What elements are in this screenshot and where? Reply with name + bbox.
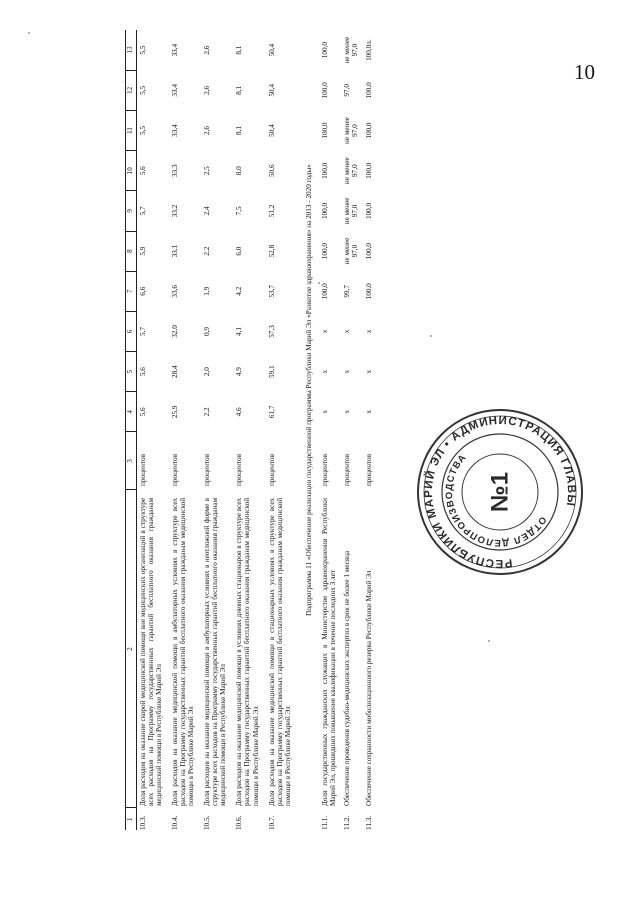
column-header: 10 (126, 151, 137, 191)
value-cell: 8,1 (235, 45, 244, 55)
indicator-name: Доля расходов на оказание медицинской помощи в стационарных условиях в структуре всех расходов на Программу государственных гарантий бесплатного оказания гражданам медицинской помощи в Республике Марий Эл (267, 497, 292, 806)
value-cell: 7,5 (235, 206, 244, 216)
value-cell: x (342, 410, 351, 414)
indicator-name: Доля расходов на оказание скорой медицинской помощи вне медицинских организаций в структуре всех расходов на Программу государственных гарантий бесплатного оказания гражданам медицинской помощи в Республике Марий Эл (138, 497, 163, 806)
value-cell: x (365, 410, 374, 414)
unit: процентов (235, 454, 244, 486)
value-cell: 100,0 (320, 122, 329, 139)
value-cell: не менее 97,0 (342, 157, 360, 185)
value-cell: 100,0 (365, 243, 374, 260)
column-header: 3 (126, 432, 137, 490)
column-header: 4 (126, 392, 137, 432)
row-number: 10.4. (171, 815, 180, 830)
indicator-name: Доля расходов на оказание медицинской помощи в условиях дневных стационаров в структуре всех расходов на Программу государственных гарантий бесплатного оказания гражданам медицинской помощи в Республике Марий Эл (235, 497, 260, 806)
value-cell: не менее 97,0 (342, 237, 360, 265)
column-header: 5 (126, 352, 137, 392)
unit: процентов (203, 454, 212, 486)
value-cell: 100,0л. (365, 39, 374, 61)
value-cell: не менее 97,0 (342, 197, 360, 225)
unit: процентов (171, 454, 180, 486)
value-cell: x (320, 329, 329, 334)
scan-speck (430, 335, 432, 337)
scan-speck (28, 32, 30, 34)
value-cell: 6,0 (235, 246, 244, 256)
stamp-seal (413, 405, 587, 579)
value-cell: 100,0 (365, 122, 374, 139)
row-number: 10.5. (203, 815, 212, 830)
value-cell: x (320, 369, 329, 374)
value-cell: 52,8 (267, 244, 276, 258)
official-stamp (413, 405, 587, 579)
row-number: 11.2. (342, 815, 351, 830)
subprogram-heading-row (298, 30, 319, 830)
column-header: 11 (126, 110, 137, 150)
value-cell: 4,1 (235, 327, 244, 336)
unit: процентов (267, 454, 276, 486)
indicator-name: Доля расходов на оказание медицинской помощи в амбулаторных условиях в неотложной форме в структуре всех расходов на Программу государственных гарантий бесплатного оказания гражданам медицинской помощи в Республике Марий Эл (203, 497, 228, 806)
value-cell: 5,6 (138, 407, 147, 417)
value-cell: 4,6 (235, 407, 244, 417)
indicator-name: Обеспечение сохранности мобилизационного резерва Республики Марий Эл (365, 570, 374, 806)
page-number: 10 (574, 60, 595, 84)
row-number: 11.1. (320, 815, 329, 830)
value-cell: 2,0 (203, 367, 212, 377)
value-cell: 59,1 (267, 365, 276, 378)
column-header: 6 (126, 311, 137, 351)
unit: процентов (365, 454, 374, 486)
value-cell: не менее 97,0 (342, 117, 360, 144)
value-cell: x (320, 410, 329, 414)
subprogram-title: Подпрограмма 11 «Обеспечение реализации государственной программы Республики Марий Эл «Развитие здравоохранения» на 2013 - 2020 годы» (304, 164, 313, 616)
column-header: 9 (126, 191, 137, 231)
column-header: 1 (126, 808, 137, 830)
value-cell: 8,1 (235, 85, 244, 95)
row-number: 10.3. (138, 815, 147, 830)
column-header: 7 (126, 271, 137, 311)
header-row (126, 30, 137, 830)
row-number: 11.3. (365, 815, 374, 830)
value-cell: 50,4 (267, 43, 276, 57)
value-cell: x (365, 329, 374, 334)
value-cell: x (365, 369, 374, 374)
value-cell: 33,6 (171, 285, 180, 298)
value-cell: 2,6 (203, 85, 212, 95)
value-cell: 100,0 (365, 82, 374, 99)
value-cell: 5,7 (138, 327, 147, 336)
value-cell: 0,9 (203, 327, 212, 336)
value-cell: 99,7 (342, 285, 351, 298)
value-cell: 100,0 (320, 283, 329, 300)
column-header: 8 (126, 231, 137, 271)
scan-speck (318, 282, 320, 284)
value-cell: 5,6 (138, 166, 147, 176)
value-cell: 8,0 (235, 166, 244, 176)
indicator-name: Доля государственных гражданских служащих в Министерстве здравоохранения Республики Марий Эл, прошедших повышение квалификации в течение последних 3 лет (320, 497, 337, 806)
value-cell: 100,0 (365, 283, 374, 300)
value-cell: 32,0 (171, 325, 180, 338)
row-number: 10.6. (235, 815, 244, 830)
value-cell: 100,0 (320, 42, 329, 59)
value-cell: не менее 97,0 (342, 36, 360, 64)
value-cell: 33,3 (171, 164, 180, 178)
value-cell: 8,1 (235, 126, 244, 136)
value-cell: 33,4 (171, 84, 180, 97)
value-cell: 4,2 (235, 286, 244, 296)
value-cell: 33,1 (171, 244, 180, 258)
value-cell: 2,6 (203, 126, 212, 136)
table-row (233, 30, 265, 830)
table-row (201, 30, 233, 830)
value-cell: 100,0 (320, 202, 329, 220)
stamp-inner-text: ОТДЕЛ ДЕЛОПРОИЗВОДСТВА (443, 451, 549, 549)
value-cell: 5,5 (138, 126, 147, 136)
value-cell: 6,6 (138, 286, 147, 296)
value-cell: 51,2 (267, 204, 276, 218)
indicator-name: Доля расходов на оказание медицинской помощи в амбулаторных условиях в структуре всех расходов на Программу государственных гарантий бесплатного оказания гражданам медицинской помощи в Республике Марий Эл (171, 497, 196, 806)
value-cell: 57,3 (267, 325, 276, 338)
indicator-name: Обеспечение проведения судебно-медицинских экспертиз в срок не более 1 месяца (342, 550, 351, 806)
value-cell: 100,0 (365, 202, 374, 220)
table-row (266, 30, 298, 830)
column-header: 12 (126, 70, 137, 110)
row-number: 10.7. (267, 815, 276, 830)
value-cell: 5,5 (138, 85, 147, 95)
value-cell: 5,7 (138, 206, 147, 216)
indicators-table (125, 30, 377, 830)
column-header: 2 (126, 490, 137, 808)
stamp-number: №1 (486, 471, 514, 513)
value-cell: x (342, 369, 351, 374)
value-cell: x (342, 329, 351, 334)
value-cell: 100,0 (365, 162, 374, 179)
value-cell: 53,7 (267, 285, 276, 298)
table-row (169, 30, 201, 830)
table-row (319, 30, 341, 830)
value-cell: 50,4 (267, 84, 276, 97)
value-cell: 2,4 (203, 206, 212, 216)
value-cell: 2,6 (203, 45, 212, 55)
value-cell: 33,4 (171, 124, 180, 137)
scan-speck (488, 640, 490, 642)
value-cell: 25,9 (171, 405, 180, 419)
table-row (341, 30, 363, 830)
table-row (136, 30, 169, 830)
value-cell: 50,4 (267, 124, 276, 137)
unit: процентов (138, 454, 147, 486)
value-cell: 5,5 (138, 45, 147, 55)
value-cell: 5,6 (138, 367, 147, 377)
value-cell: 33,2 (171, 204, 180, 218)
unit: процентов (342, 454, 351, 486)
value-cell: 50,6 (267, 164, 276, 178)
value-cell: 100,0 (320, 162, 329, 179)
value-cell: 97,0 (342, 84, 351, 97)
value-cell: 4,9 (235, 367, 244, 377)
unit: процентов (320, 454, 329, 486)
value-cell: 28,4 (171, 365, 180, 378)
value-cell: 33,4 (171, 43, 180, 57)
value-cell: 2,5 (203, 166, 212, 176)
value-cell: 61,7 (267, 405, 276, 419)
column-header: 13 (126, 30, 137, 70)
value-cell: 100,0 (320, 82, 329, 99)
stamp-outer-text: РЕСПУБЛИКИ МАРИЙ ЭЛ • АДМИНИСТРАЦИЯ ГЛАВЫ (422, 414, 578, 570)
value-cell: 100,0 (320, 243, 329, 260)
value-cell: 1,9 (203, 286, 212, 296)
value-cell: 2,2 (203, 246, 212, 256)
table-row (363, 30, 377, 830)
value-cell: 5,9 (138, 246, 147, 256)
value-cell: 2,2 (203, 407, 212, 417)
